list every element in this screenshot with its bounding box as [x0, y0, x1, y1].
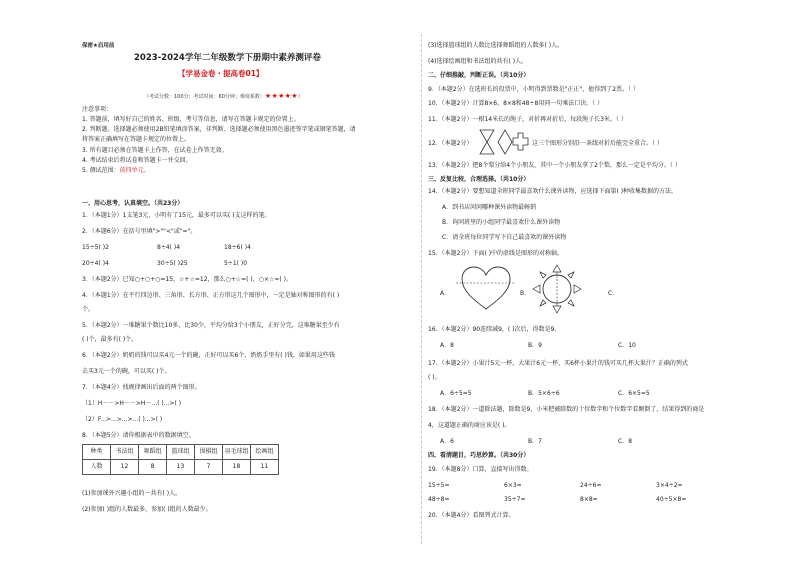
question-20: 20．（本题4分）看图列式计算。 [428, 512, 515, 519]
question-16: 16．（本题2分）90连续减9，( )次后，得数是9。 [428, 326, 561, 333]
q12-shapes [478, 128, 528, 158]
table-row [83, 460, 279, 475]
notice-item: 4. 考试结束后将试卷和答题卡一并交回。 [82, 157, 192, 164]
table-cell: 羽毛球组 [223, 445, 251, 460]
q18-option-c: C．8 [618, 438, 633, 445]
table-cell: 18 [223, 460, 251, 475]
oral-calc-item: 15÷5= [428, 482, 450, 489]
section-calculation: 四、看清题目，巧思妙算。（共30分） [428, 452, 530, 459]
exam-title: 2023-2024学年二年级数学下册期中素养测评卷 [134, 53, 321, 63]
question-7-2: （2）F...>...>...>...( )...>( ) [82, 416, 163, 423]
notice-scope: 5. 测试范围：前四单元。 [82, 167, 150, 174]
q17-option-b: B．5×6÷6 [528, 390, 560, 397]
q15-option-a: A． [440, 290, 451, 297]
question-4: 4．（本题1分）在平行四边形、三角形、长方形、正方形这几个图形中，一定是轴对称图形的有( ) [82, 292, 340, 299]
oral-calc-item: 6×3= [504, 482, 522, 489]
question-9: 9．（本题2分）在选班长的投票中，小明得到票数是"正正"，他得到了2票。（ ） [428, 86, 639, 93]
oral-calc-item: 3×4÷2= [656, 482, 683, 489]
question-5: 5．（本题2分）一堆糖果个数比10多，比30少，平均分给3个小朋友，正好分完，这堆糖果至少有 [82, 322, 340, 329]
question-4-cont: 个。 [82, 306, 95, 313]
q16-option-c: C．10 [618, 342, 636, 349]
table-cell: 7 [195, 460, 223, 475]
question-13: 13．（本题2分）把8个梨分给4个小朋友，其中一个小朋友拿了2个梨，那么一定是平均分。（ ） [428, 162, 681, 169]
q2-item: 15÷5( )2 [82, 244, 109, 251]
question-12-cont: 这三个图形分别沿一条线对折后能完全重合。（ ） [532, 140, 663, 147]
q14-option-b: B．询问班里的小组同学最喜欢什么课外读物 [442, 219, 561, 226]
section-choice: 三、反复比较，合理选择。（共10分） [428, 176, 530, 183]
q16-option-b: B．9 [528, 342, 542, 349]
q2-item: 18÷6( )4 [224, 244, 251, 251]
question-2: 2．（本题6分）在括号里填">""<"或"="。 [82, 228, 197, 235]
difficulty-stars: ★★★★★ [264, 92, 298, 100]
hourglass-shape [480, 130, 494, 154]
heart-figure [456, 265, 516, 313]
question-7: 7．（本题4分）找规律画出后面的两个图形。 [82, 384, 201, 391]
interest-group-table [82, 444, 279, 475]
question-8-3: (3)选择篮球组的人数比选择舞蹈组的人数多( )人。 [428, 42, 564, 49]
notice-item: 1. 答题前，填写好自己的姓名、班级、考号等信息，请写在答题卡规定的位置上。 [82, 116, 300, 123]
question-5-cont: ( )个，最多有( )个。 [82, 336, 138, 343]
diamond-shape [498, 130, 512, 154]
table-cell: 种类 [83, 445, 111, 460]
question-8-4: (4)选择绘画组和书法组的共有( )人。 [428, 58, 528, 65]
question-19: 19．（本题8分）口算，直接写出得数。 [428, 466, 533, 473]
q17-option-c: C．6×5=5 [618, 390, 650, 397]
q18-option-a: A．6 [440, 438, 454, 445]
question-14: 14．（本题2分）要想知道全班同学最喜欢什么课外读物，应选择下面第( )种收集数据的方法。 [428, 188, 678, 195]
oral-calc-item: 35÷7= [504, 496, 526, 503]
q16-option-a: A．8 [440, 342, 454, 349]
oral-calc-item: 8×8= [580, 496, 598, 503]
table-cell: 13 [167, 460, 195, 475]
column-divider [421, 34, 422, 544]
section-fill-in: 一、用心思考，认真填空。（共23分） [82, 200, 184, 207]
q2-item: 5÷1( )0 [224, 260, 248, 267]
question-11: 11．（本题2分）一根14米长的绳子，对折再对折后，每段绳子长3米。（ ） [428, 116, 627, 123]
q17-option-a: A．6÷5=5 [440, 390, 472, 397]
question-18-cont: 4，这道题正确的商应该是( )。 [428, 422, 511, 429]
table-header-row [83, 445, 279, 460]
table-cell: 书法组 [111, 445, 139, 460]
question-6: 6．（本题2分）奶奶的钱可以买4元一个的碗，正好可以买6个，奶奶手里有( )钱，如果用这些钱 [82, 352, 335, 359]
question-12: 12．（本题2分） [428, 140, 473, 147]
q15-option-b: B． [520, 290, 531, 297]
question-8-2: (2)参加( )组的人数最多，参加( )组的人数最少。 [82, 506, 212, 513]
exam-meta: （考试分数：100分；考试时间：60分钟；难度系数：★★★★★） [144, 92, 303, 100]
q2-item: 8÷4( )4 [157, 244, 181, 251]
table-cell: 8 [139, 460, 167, 475]
notice-heading: 注意事项： [82, 106, 113, 113]
notice-item: 将答案正确填写在答题卡规定的位置上。 [82, 136, 191, 143]
table-cell: 11 [251, 460, 279, 475]
q14-option-a: A．到书店问问哪种课外读物最畅销 [442, 204, 537, 211]
question-7-1: （1）H－－>H－－>H－...( )...>( ) [82, 400, 182, 407]
table-cell: 舞蹈组 [139, 445, 167, 460]
q2-item: 30÷5( )25 [157, 260, 188, 267]
notice-item: 2. 判断题、选择题必须使用2B铅笔填涂答案，非判断、选择题必须使用黑色墨迹签字笔或钢笔答题，请 [82, 126, 356, 133]
question-8: 8．（本题5分）请你根据表中的数据填空。 [82, 432, 195, 439]
question-8-1: (1)参加课外兴趣小组的一共有( )人。 [82, 490, 182, 497]
q18-option-b: B．7 [528, 438, 542, 445]
table-cell: 12 [111, 460, 139, 475]
question-6-cont: 去买3元一个的碗，可以买( )个。 [82, 368, 171, 375]
question-1: 1．（本题1分）1支笔3元，小明有了15元，最多可以买( )支这样的笔。 [82, 212, 271, 219]
table-cell: 围棋组 [195, 445, 223, 460]
question-17-cont: ( )。 [428, 374, 441, 381]
table-cell: 篮球组 [167, 445, 195, 460]
q14-option-c: C．请全班每位同学写下自己最喜欢的课外读物 [442, 234, 567, 241]
sun-figure [532, 264, 582, 314]
question-3: 3．（本题2分）已知○+○+○=15，☆+☆=12，那么○+☆=( )，○×☆=( )。 [82, 276, 293, 283]
confidential-mark: 保密★启用前 [82, 43, 115, 49]
cross-shape [513, 133, 528, 150]
oral-calc-item: 40÷5×8= [656, 496, 687, 503]
oral-calc-item: 24÷6= [580, 482, 602, 489]
q15-option-c: C． [608, 290, 619, 297]
exam-subtitle: 【学易金卷・提高卷01】 [178, 69, 264, 78]
question-10: 10．（本题2分）计算8×6、8×8和48÷8用同一句乘法口诀。（ ） [428, 100, 604, 107]
table-cell: 人数 [83, 460, 111, 475]
section-true-false: 二、仔细推敲，判断正误。（共10分） [428, 72, 530, 79]
question-18: 18．（本题2分）一道除法题，除数是9，小米把被除数的十位数字和个位数字看颠倒了，结果得到的商是 [428, 406, 705, 413]
table-cell: 绘画组 [251, 445, 279, 460]
question-17: 17．（本题2分）小果汁5元一杯，大果汁6元一杯，买6杯小果汁的钱可买几杯大果汁？正确的列式 [428, 360, 688, 367]
notice-item: 3. 所有题目必须在答题卡上作答，在试卷上作答无效。 [82, 147, 228, 154]
question-15: 15．（本题2分）下面( )中的虚线是图形的对称轴。 [428, 250, 564, 257]
oral-calc-item: 48÷8= [428, 496, 450, 503]
q2-item: 20÷4( )4 [82, 260, 109, 267]
